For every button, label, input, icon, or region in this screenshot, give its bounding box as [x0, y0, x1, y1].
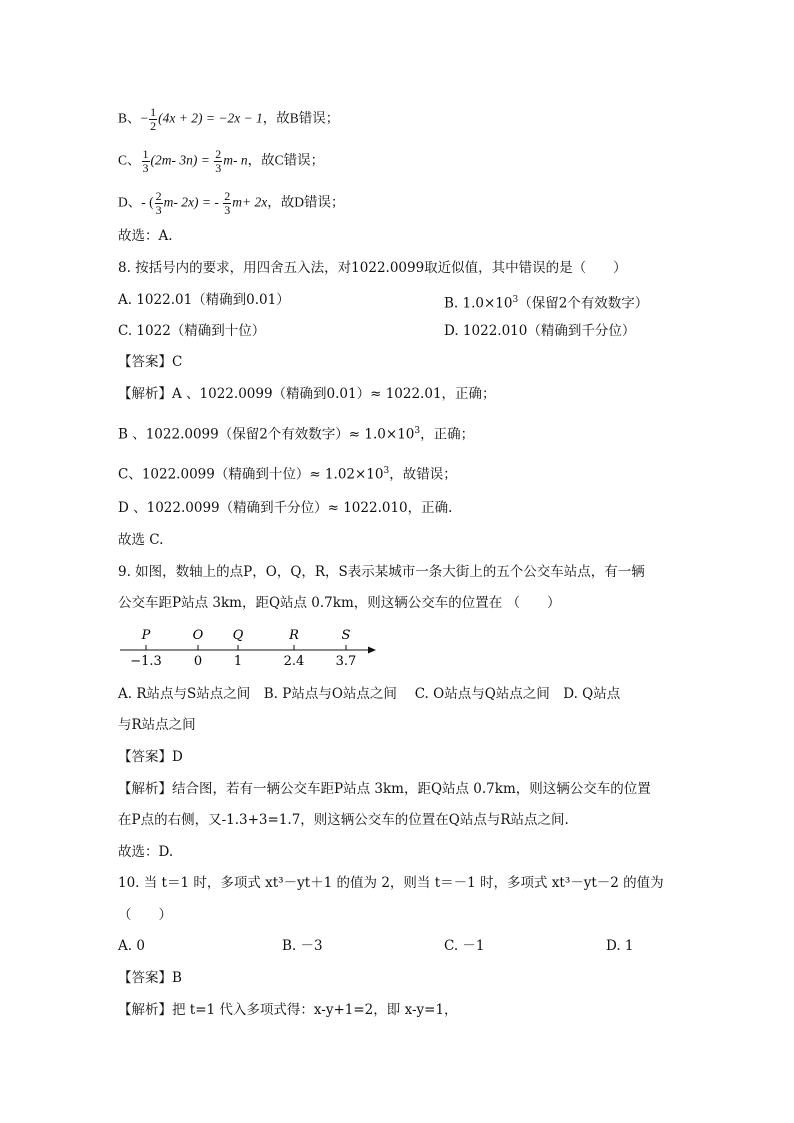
q7-c-label: C、	[118, 152, 141, 168]
q7-c-tail: ，故C错误；	[247, 152, 325, 168]
axis-point-label-q: Q	[232, 628, 244, 643]
q7-d-expression: m- 2x) = -	[163, 194, 219, 210]
q7-b-fraction	[149, 106, 157, 133]
axis-point-label-s: S	[341, 628, 351, 643]
number-line-diagram	[118, 622, 388, 668]
q10-stem-paren: （ ）	[118, 907, 172, 923]
q7-b-tail: ，故B错误；	[262, 110, 340, 126]
q7-c-frac2-denominator: 3	[215, 161, 222, 175]
q9-stem-line1: 9. 如图，数轴上的点P，O，Q，R，S表示某城市一条大街上的五个公交车站点，有一辆	[118, 564, 645, 580]
q10-stem: 10. 当 t＝1 时，多项式 xt³－yt＋1 的值为 2，则当 t＝－1 时，多项式 xt³－yt－2 的值为	[118, 875, 664, 891]
q8-option-d: D. 1022.010（精确到千分位）	[444, 323, 636, 339]
q7-b-label: B、−	[118, 110, 149, 126]
axis-point-label-o: O	[192, 628, 204, 643]
q8-option-a: A. 1022.01（精确到0.01）	[118, 292, 290, 308]
q8-option-b	[444, 290, 648, 314]
q10-option-b: B. －3	[282, 938, 323, 954]
q7-option-d-line	[118, 190, 674, 217]
q7-c-expression-2: m- n	[223, 152, 248, 168]
q8-option-c: C. 1022（精确到十位）	[118, 323, 266, 339]
q7-d-fraction	[155, 190, 163, 217]
q9-answer: 【答案】D	[118, 749, 183, 765]
q7-d-frac-denominator: 3	[155, 203, 162, 217]
q7-d-expression-2: m+ 2x	[232, 194, 268, 210]
q8-analysis-a: 【解析】A 、1022.0099（精确到0.01）≈ 1022.01，正确；	[118, 386, 496, 402]
number-line-arrow-icon	[368, 647, 376, 654]
q8-option-b-note: （保留2个有效数字）	[518, 295, 649, 312]
q8-analysis-b-text: B 、1022.0099（保留2个有效数字）≈ 1.0×10	[118, 426, 415, 443]
axis-value-label-p: −1.3	[130, 654, 162, 668]
axis-point-label-r: R	[289, 628, 299, 643]
q10-answer: 【答案】B	[118, 970, 182, 986]
q8-analysis-c-text: C、1022.0099（精确到十位）≈ 1.02×10	[118, 466, 384, 483]
q10-option-d: D. 1	[606, 938, 634, 954]
q7-c-fraction	[142, 148, 150, 175]
axis-value-label-s: 3.7	[335, 654, 357, 668]
q7-b-expression: (4x + 2) = −2x − 1	[158, 110, 263, 126]
q7-c-frac2-numerator: 2	[215, 147, 222, 161]
q8-analysis-c-tail: ，故错误；	[389, 466, 457, 483]
q9-analysis-line2: 在P点的右侧，又-1.3+3=1.7，则这辆公交车的位置在Q站点与R站点之间.	[118, 812, 569, 828]
axis-value-label-r: 2.4	[283, 654, 305, 668]
q8-option-b-exponent: 3	[512, 295, 519, 305]
q10-option-a: A. 0	[118, 938, 145, 954]
q8-answer: 【答案】C	[118, 354, 183, 370]
axis-value-label-o: 0	[193, 654, 203, 668]
axis-points	[130, 628, 356, 668]
q8-stem: 8. 按括号内的要求，用四舍五入法，对1022.0099取近似值，其中错误的是（ ）	[118, 260, 627, 276]
q7-b-frac-denominator: 2	[150, 119, 157, 133]
q8-analysis-b	[118, 421, 674, 445]
q7-c-frac-numerator: 1	[142, 147, 149, 161]
q7-choice: 故选：A.	[118, 228, 173, 244]
q10-option-c: C. －1	[444, 938, 485, 954]
q9-stem-line2: 公交车距P站点 3km，距Q站点 0.7km，则这辆公交车的位置在 （ ）	[118, 595, 561, 611]
q7-option-c-line	[118, 148, 674, 175]
q7-b-frac-numerator: 1	[150, 105, 157, 119]
q8-analysis-b-exponent: 3	[414, 426, 421, 436]
q8-analysis-b-tail: ，正确；	[420, 426, 475, 443]
q7-d-frac-numerator: 2	[155, 189, 162, 203]
q7-c-frac-denominator: 3	[142, 161, 149, 175]
q7-c-fraction-2	[214, 148, 222, 175]
q10-analysis: 【解析】把 t=1 代入多项式得：x-y+1=2，即 x-y=1，	[118, 1002, 458, 1018]
q7-d-fraction-2	[223, 190, 231, 217]
q9-analysis-line1: 【解析】结合图，若有一辆公交车距P站点 3km，距Q站点 0.7km，则这辆公交车的位置	[118, 781, 651, 797]
q8-option-b-base: B. 1.0×10	[444, 295, 513, 312]
axis-point-label-p: P	[141, 628, 151, 643]
q9-options-line1: A. R站点与S站点之间 B. P站点与O站点之间 C. O站点与Q站点之间 D. Q站点	[118, 686, 621, 702]
axis-value-label-q: 1	[233, 654, 243, 668]
q7-c-expression: (2m- 3n) =	[150, 152, 210, 168]
q7-d-tail: ，故D错误；	[267, 194, 345, 210]
q7-option-b-line	[118, 106, 674, 133]
q9-choice: 故选：D.	[118, 844, 174, 860]
q9-options-line2: 与R站点之间	[118, 717, 196, 733]
q8-analysis-c	[118, 461, 674, 485]
q8-choice: 故选 C.	[118, 532, 164, 548]
q7-d-label: D、- (	[118, 194, 154, 210]
q8-analysis-d: D 、1022.0099（精确到千分位）≈ 1022.010，正确.	[118, 500, 453, 516]
q8-analysis-c-exponent: 3	[383, 466, 390, 476]
q7-d-frac2-numerator: 2	[224, 189, 231, 203]
q7-d-frac2-denominator: 3	[224, 203, 231, 217]
